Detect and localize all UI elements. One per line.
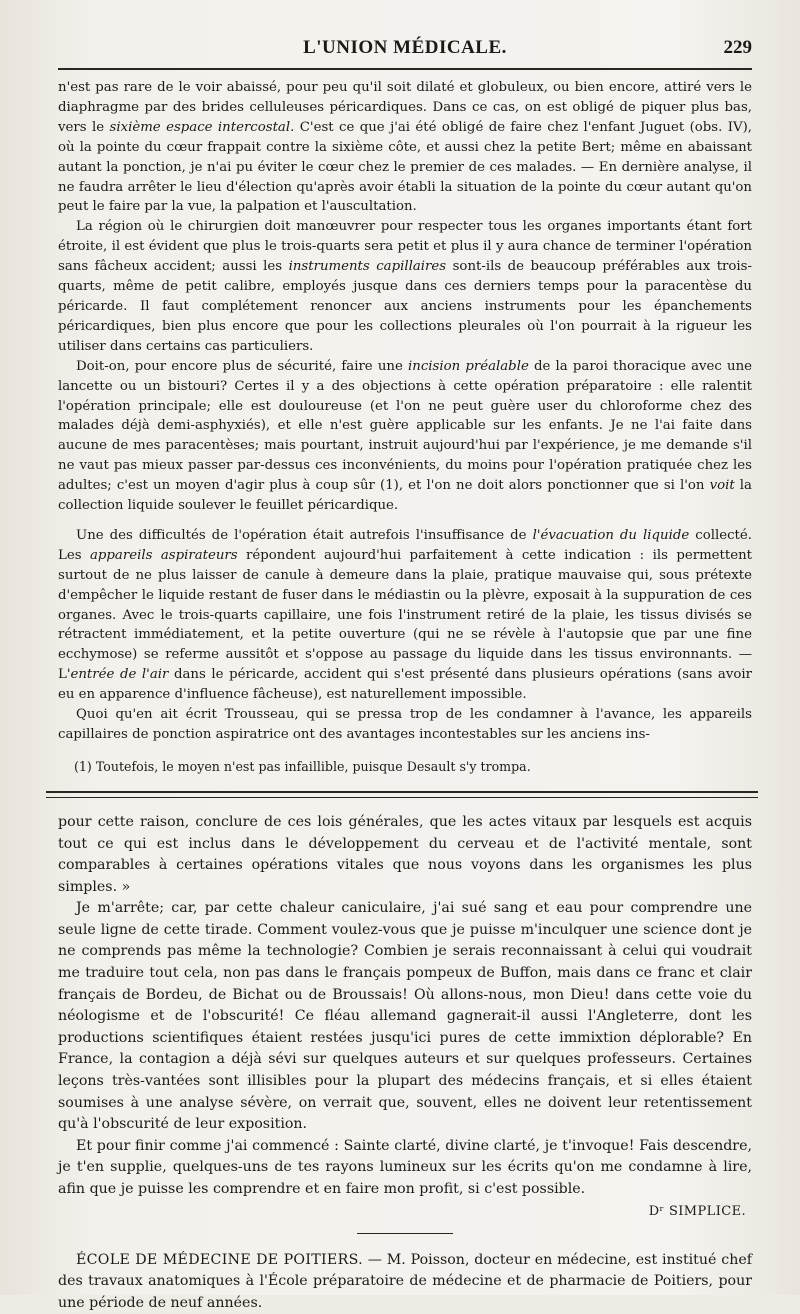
page-header [58, 28, 752, 70]
paragraph: pour cette raison, conclure de ces lois générales, que les actes vitaux par lesquels est acquis tout ce qui est inclus dans le développement du cerveau et de l'activité mentale, sont comparables à certaines opérations vitales que nous voyons dans les organismes les plus simples. » [58, 813, 752, 895]
short-divider [357, 1233, 453, 1234]
news-notice [58, 1250, 752, 1314]
paragraph: La région où le chirurgien doit manœuvrer pour respecter tous les organes importants étant fort étroite, il est évident que plus le trois-quarts sera petit et plus il y aura chance de terminer l'opération sans fâcheux accident; aussi les instruments capillaires sont-ils de beaucoup préférables aux trois-quarts, même de petit calibre, employés jusque dans ces derniers temps pour la paracentèse du péricarde. Il faut complétement renoncer aux anciens instruments pour les épanchements péricardiques, bien plus encore que pour les collections pleurales où l'on pourrait à la rigueur les utiliser dans certains cas particuliers. [58, 219, 752, 354]
article-lower [58, 812, 752, 1201]
emphasis: incision préalable [408, 358, 529, 374]
section-divider [46, 791, 758, 798]
paragraph: Et pour finir comme j'ai commencé : Sainte clarté, divine clarté, je t'invoque! Fais descendre, je t'en supplie, quelques-uns de tes rayons lumineux sur les écrits qu'on me condamne à lire, afin que je puisse les comprendre et en faire mon profit, si c'est possible. [58, 1137, 752, 1197]
emphasis: voit [709, 478, 735, 494]
emphasis: instruments capillaires [288, 259, 447, 275]
emphasis: appareils aspirateurs [89, 547, 238, 563]
paragraph: Une des difficultés de l'opération était autrefois l'insuffisance de l'évacuation du liquide collecté. Les appareils aspirateurs répondent aujourd'hui parfaitement à cette indication : ils permettent surtout de ne plus laisser de canule à demeure dans la plaie, pratique mauvaise qui, sous prétexte d'empêcher le liquide restant de fuser dans le médiastin ou la plèvre, exposait à la suppuration de ces organes. Avec le trois-quarts capillaire, une fois l'instrument retiré de la plaie, les tissus divisés se rétractent immédiatement, et la petite ouverture (qui ne se révèle à l'autopsie que par une fine ecchymose) se referme aussitôt et s'oppose au passage du liquide dans les tissus environnants. — L'entrée de l'air dans le péricarde, accident qui s'est présenté dans plusieurs opérations (sans avoir eu en apparence d'influence fâcheuse), est naturellement impossible. [58, 527, 753, 703]
author-signature: Dʳ SIMPLICE. [648, 1203, 746, 1219]
footnote: (1) Toutefois, le moyen n'est pas infaillible, puisque Desault s'y trompa. [74, 758, 531, 774]
page-number: 229 [723, 37, 752, 58]
paragraph: Quoi qu'en ait écrit Trousseau, qui se pressa trop de les condamner à l'avance, les appareils capillaires de ponction aspiratrice ont des avantages incontestables sur les anciens ins- [58, 707, 752, 742]
emphasis: l'évacuation du liquide [532, 527, 690, 543]
emphasis: entrée de l'air [70, 667, 169, 683]
paragraph: n'est pas rare de le voir abaissé, pour peu qu'il soit dilaté et globuleux, ou bien encore, attiré vers le diaphragme par des brides celluleuses péricardiques. Dans ce cas, on est obligé de piquer plus bas, vers le sixième espace intercostal. C'est ce que j'ai été obligé de faire chez l'enfant Juguet (obs. IV), où la pointe du cœur frappait contre la sixième côte, et aussi chez la petite Bert; même en abaissant autant la ponction, je n'ai pu éviter le cœur chez le premier de ces malades. — En dernière analyse, il ne faudra arrêter le lieu d'élection qu'après avoir établi la situation de la pointe du cœur autant qu'on peut le faire par la vue, la palpation et l'auscultation. [58, 80, 752, 215]
notice-heading: ÉCOLE DE MÉDECINE DE POITIERS. [76, 1251, 363, 1268]
paragraph: ÉCOLE DE MÉDECINE DE POITIERS. — M. Poisson, docteur en médecine, est institué chef des travaux anatomiques à l'École préparatoire de médecine et de pharmacie de Poitiers, pour une période de neuf années. [58, 1251, 752, 1311]
emphasis: sixième espace intercostal. [109, 119, 295, 135]
paragraph: Je m'arrête; car, par cette chaleur caniculaire, j'ai sué sang et eau pour comprendre une seule ligne de cette tirade. Comment voulez-vous que je puisse m'inculquer une science dont je ne comprends pas même la technologie? Combien je serais reconnaissant à celui qui voudrait me traduire tout cela, non pas dans le français pompeux de Buffon, mais dans ce franc et clair français de Bordeu, de Bichat ou de Broussais! Où allons-nous, mon Dieu! dans cette voie du néologisme et de l'obscurité! Ce fléau allemand gagnerait-il aussi l'Angleterre, dont les productions scientifiques étaient restées jusqu'ici pures de cette immixtion déplorable? En France, la contagion a déjà sévi sur quelques auteurs et sur quelques professeurs. Certaines leçons très-vantées sont illisibles pour la plupart des médecins français, et si elles étaient soumises à une analyse sévère, on verrait que, souvent, elles ne doivent leur retentissement qu'à l'obscurité de leur exposition. [58, 900, 752, 1133]
article-upper [58, 78, 752, 745]
journal-title: L'UNION MÉDICALE. [303, 37, 507, 58]
paragraph: Doit-on, pour encore plus de sécurité, faire une incision préalable de la paroi thoracique avec une lancette ou un bistouri? Certes il y a des objections à cette opération préparatoire : elle ralentit l'opération principale; elle est douloureuse (et l'on ne peut guère user du chloroforme chez des malades déjà demi-asphyxiés), et elle n'est guère applicable sur les enfants. Je ne l'ai faite dans aucune de mes paracentèses; mais pourtant, instruit aujourd'hui par l'expérience, je me demande s'il ne vaut pas mieux passer par-dessus ces inconvénients, du moins pour l'opération pratiquée chez les adultes; c'est un moyen d'agir plus à coup sûr (1), et l'on ne doit alors ponctionner que si l'on voit la collection liquide soulever le feuillet péricardique. [58, 358, 753, 514]
